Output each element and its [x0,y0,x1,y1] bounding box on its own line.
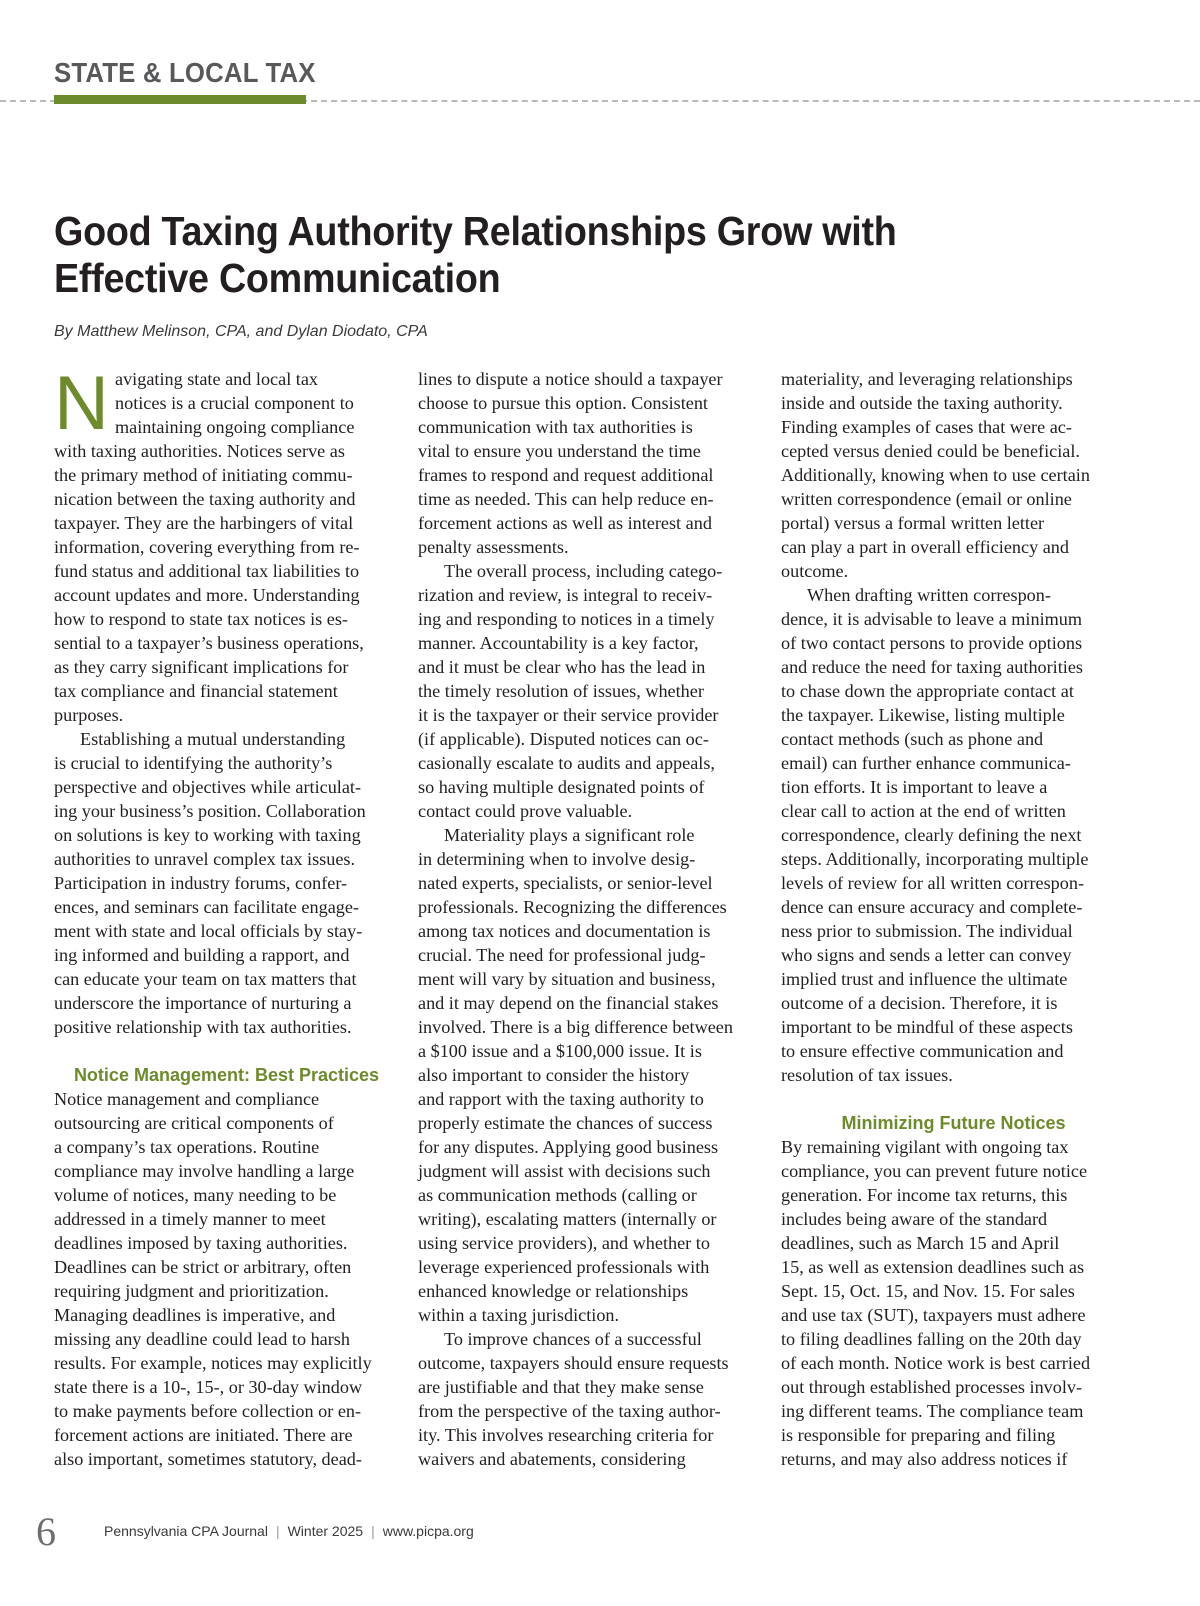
text-line: from the perspective of the taxing author- [418,1401,721,1421]
article-title-line: Effective Communication [54,255,501,301]
text-column-2 [418,367,763,1471]
text-line: forcement actions are initiated. There are [54,1425,353,1445]
text-line: how to respond to state tax notices is es- [54,609,348,629]
article-title-line: Good Taxing Authority Relationships Grow with [54,208,897,254]
text-line: dence, it is advisable to leave a minimum [781,609,1083,629]
footer-separator: | [275,1523,280,1539]
text-line: state there is a 10-, 15-, or 30-day window [54,1377,363,1397]
text-line: also important, sometimes statutory, dead- [54,1449,362,1469]
text-line: Managing deadlines is imperative, and [54,1305,336,1325]
text-line: information, covering everything from re- [54,537,360,557]
text-line: requiring judgment and prioritization. [54,1281,329,1301]
text-line: among tax notices and documentation is [418,921,711,941]
text-line: lines to dispute a notice should a taxpayer [418,369,723,389]
text-line: outcome. [781,561,849,581]
text-line: generation. For income tax returns, this [781,1185,1068,1205]
text-line: manner. Accountability is a key factor, [418,633,699,653]
text-line: portal) versus a formal written letter [781,513,1045,533]
text-line: choose to pursue this option. Consistent [418,393,708,413]
body-paragraph [418,367,763,559]
footer-publication-info [104,1522,474,1540]
text-line: casionally escalate to audits and appeals, [418,753,715,773]
text-line: materiality, and leveraging relationships [781,369,1073,389]
text-line: and it may depend on the financial stakes [418,993,719,1013]
text-line: ity. This involves researching criteria for [418,1425,714,1445]
text-line: for any disputes. Applying good business [418,1137,719,1157]
body-paragraph [54,727,399,1039]
text-line: the timely resolution of issues, whether [418,681,704,701]
text-line: correspondence, clearly defining the next [781,825,1082,845]
text-line: out through established processes involv- [781,1377,1083,1397]
text-line: outcome, taxpayers should ensure requests [418,1353,729,1373]
text-line: ment with state and local officials by stay- [54,921,363,941]
text-line: leverage experienced professionals with [418,1257,710,1277]
text-line: ing and responding to notices in a timely [418,609,715,629]
text-line: using service providers), and whether to [418,1233,710,1253]
text-line: contact methods (such as phone and [781,729,1044,749]
footer-publication: Pennsylvania CPA Journal [104,1523,268,1539]
text-column-3 [781,367,1126,1471]
text-line: ment will vary by situation and business, [418,969,716,989]
byline: By Matthew Melinson, CPA, and Dylan Diodato, CPA [54,323,428,340]
text-line: outcome of a decision. Therefore, it is [781,993,1058,1013]
text-line: ing different teams. The compliance team [781,1401,1084,1421]
text-line: is responsible for preparing and filing [781,1425,1056,1445]
text-line: underscore the importance of nurturing a [54,993,352,1013]
footer-issue: Winter 2025 [287,1523,364,1539]
text-line: deadlines, such as March 15 and April [781,1233,1060,1253]
text-line: purposes. [54,705,124,725]
subhead-spacer [54,1039,399,1063]
text-line: the primary method of initiating commu- [54,465,353,485]
text-line: inside and outside the taxing authority. [781,393,1063,413]
drop-cap: N [54,361,109,446]
text-line: levels of review for all written correspon- [781,873,1085,893]
text-line: to ensure effective communication and [781,1041,1064,1061]
text-line: addressed in a timely manner to meet [54,1209,326,1229]
text-line: penalty assessments. [418,537,569,557]
text-line: steps. Additionally, incorporating multiple [781,849,1089,869]
text-line: it is the taxpayer or their service provider [418,705,719,725]
section-subheading: Minimizing Future Notices [841,1113,1066,1133]
text-line: Additionally, knowing when to use certain [781,465,1090,485]
text-line: perspective and objectives while articulat- [54,777,362,797]
text-line: of each month. Notice work is best carried [781,1353,1091,1373]
text-line: missing any deadline could lead to harsh [54,1329,350,1349]
text-line: to chase down the appropriate contact at [781,681,1074,701]
text-line: so having multiple designated points of [418,777,705,797]
text-line: vital to ensure you understand the time [418,441,701,461]
body-paragraph [781,1135,1126,1471]
text-line: ing your business’s position. Collaboration [54,801,366,821]
text-line: as they carry significant implications for [54,657,349,677]
text-line: sential to a taxpayer’s business operations, [54,633,364,653]
text-line: professionals. Recognizing the differences [418,897,727,917]
text-line: outsourcing are critical components of [54,1113,334,1133]
text-line: ences, and seminars can facilitate engage- [54,897,359,917]
text-line: tion efforts. It is important to leave a [781,777,1048,797]
article-title [54,208,974,302]
text-line: on solutions is key to working with taxing [54,825,361,845]
text-line: can educate your team on tax matters that [54,969,357,989]
text-column-1 [54,361,399,1471]
text-line: written correspondence (email or online [781,489,1072,509]
footer-separator: | [371,1523,375,1539]
text-line: taxpayer. They are the harbingers of vital [54,513,354,533]
text-line: compliance, you can prevent future notice [781,1161,1088,1181]
text-line: frames to respond and request additional [418,465,714,485]
text-line: Sept. 15, Oct. 15, and Nov. 15. For sales [781,1281,1075,1301]
text-line: (if applicable). Disputed notices can oc- [418,729,709,749]
text-line: who signs and sends a letter can convey [781,945,1072,965]
body-paragraph [418,559,763,823]
text-line: to make payments before collection or en- [54,1401,362,1421]
text-line: Establishing a mutual understanding [80,729,346,749]
text-line: ness prior to submission. The individual [781,921,1073,941]
text-line: dence can ensure accuracy and complete- [781,897,1083,917]
text-line: in determining when to involve desig- [418,849,696,869]
text-line: maintaining ongoing compliance [115,417,355,437]
text-line: with taxing authorities. Notices serve as [54,441,345,461]
text-line: involved. There is a big difference between [418,1017,733,1037]
text-line: tax compliance and financial statement [54,681,338,701]
text-line: and rapport with the taxing authority to [418,1089,704,1109]
text-line: forcement actions as well as interest and [418,513,712,533]
section-label: STATE & LOCAL TAX [54,57,316,88]
text-line: crucial. The need for professional judg- [418,945,706,965]
text-line: When drafting written correspon- [807,585,1051,605]
text-line: enhanced knowledge or relationships [418,1281,689,1301]
text-line: contact could prove valuable. [418,801,633,821]
text-line: within a taxing jurisdiction. [418,1305,620,1325]
text-line: writing), escalating matters (internally or [418,1209,717,1229]
text-line: notices is a crucial component to [115,393,354,413]
text-line: a $100 issue and a $100,000 issue. It is [418,1041,702,1061]
text-line: and use tax (SUT), taxpayers must adhere [781,1305,1086,1325]
text-line: also important to consider the history [418,1065,690,1085]
text-line: avigating state and local tax [115,369,319,389]
text-line: and reduce the need for taxing authorities [781,657,1083,677]
body-paragraph [781,583,1126,1087]
text-line: nated experts, specialists, or senior-level [418,873,713,893]
text-line: includes being aware of the standard [781,1209,1048,1229]
text-line: of two contact persons to provide options [781,633,1083,653]
text-line: a company’s tax operations. Routine [54,1137,320,1157]
text-line: important to be mindful of these aspects [781,1017,1073,1037]
text-line: ing informed and building a rapport, and [54,945,350,965]
text-line: to filing deadlines falling on the 20th day [781,1329,1082,1349]
text-line: returns, and may also address notices if [781,1449,1068,1469]
text-line: authorities to unravel complex tax issues. [54,849,356,869]
text-line: as communication methods (calling or [418,1185,697,1205]
text-line: fund status and additional tax liabilities to [54,561,360,581]
subhead-spacer [781,1087,1126,1111]
text-line: account updates and more. Understanding [54,585,360,605]
text-line: clear call to action at the end of written [781,801,1066,821]
text-line: implied trust and influence the ultimate [781,969,1068,989]
text-line: time as needed. This can help reduce en- [418,489,714,509]
text-line: communication with tax authorities is [418,417,693,437]
text-line: resolution of tax issues. [781,1065,953,1085]
text-line: By remaining vigilant with ongoing tax [781,1137,1069,1157]
text-line: positive relationship with tax authorities. [54,1017,352,1037]
body-paragraph [54,361,399,727]
text-line: volume of notices, many needing to be [54,1185,337,1205]
text-line: email) can further enhance communica- [781,753,1071,773]
text-line: results. For example, notices may explicitly [54,1353,372,1373]
text-line: Notice management and compliance [54,1089,320,1109]
text-line: Materiality plays a significant role [444,825,695,845]
section-accent-bar [54,95,306,104]
section-subheading: Notice Management: Best Practices [73,1065,380,1085]
text-line: and it must be clear who has the lead in [418,657,706,677]
text-line: The overall process, including catego- [444,561,723,581]
text-line: deadlines imposed by taxing authorities. [54,1233,348,1253]
text-line: nication between the taxing authority and [54,489,356,509]
text-line: properly estimate the chances of success [418,1113,713,1133]
body-paragraph [418,823,763,1327]
text-line: cepted versus denied could be beneficial. [781,441,1080,461]
text-line: Participation in industry forums, confer- [54,873,348,893]
text-line: Finding examples of cases that were ac- [781,417,1072,437]
body-paragraph [418,1327,763,1471]
text-line: is crucial to identifying the authority’s [54,753,333,773]
text-line: are justifiable and that they make sense [418,1377,704,1397]
text-line: can play a part in overall efficiency and [781,537,1069,557]
text-line: compliance may involve handling a large [54,1161,355,1181]
text-line: rization and review, is integral to receiv- [418,585,713,605]
body-paragraph [54,1087,399,1471]
footer-website[interactable]: www.picpa.org [382,1523,474,1539]
text-line: judgment will assist with decisions such [418,1161,711,1181]
body-paragraph [781,367,1126,583]
page-number: 6 [36,1509,56,1554]
text-line: 15, as well as extension deadlines such as [781,1257,1085,1277]
text-line: Deadlines can be strict or arbitrary, often [54,1257,352,1277]
text-line: the taxpayer. Likewise, listing multiple [781,705,1065,725]
text-line: waivers and abatements, considering [418,1449,686,1469]
page-footer [0,1509,1200,1554]
text-line: To improve chances of a successful [444,1329,702,1349]
